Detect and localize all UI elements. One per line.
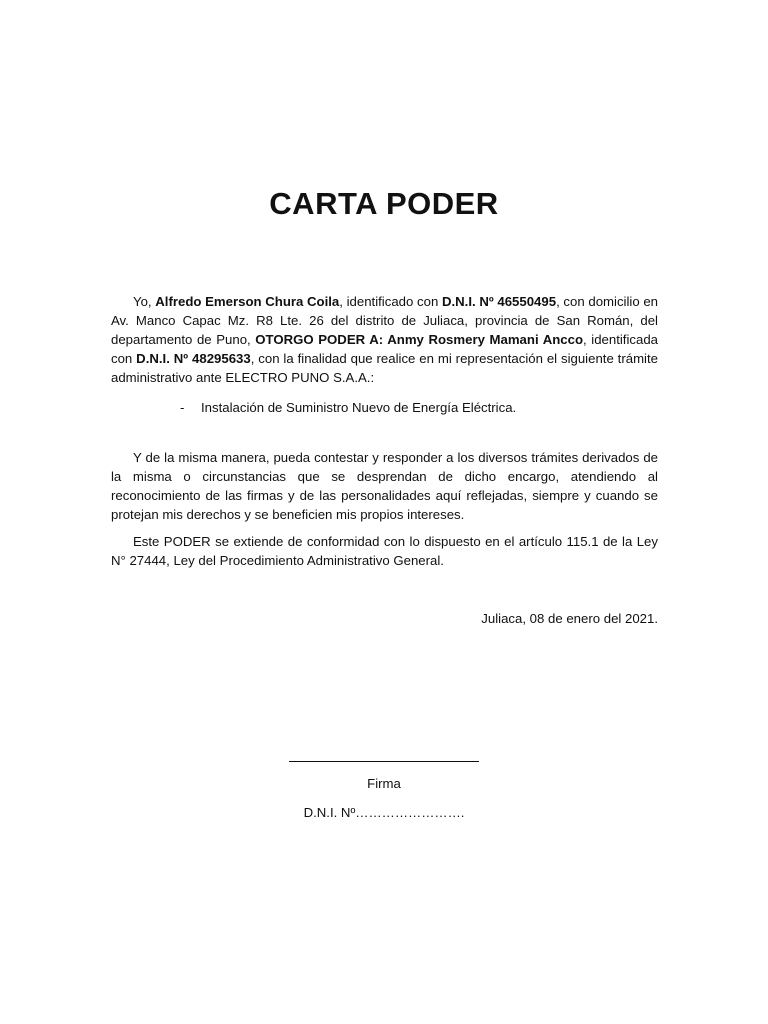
p1-purpose: , con la finalidad que realice en mi representación el siguiente trámite administrativo ante ELECTRO PUNO S.A.A.: — [111, 351, 658, 385]
document-title: CARTA PODER — [269, 186, 499, 221]
grantee-dni: D.N.I. Nº 48295633 — [136, 351, 251, 366]
paragraph-grant — [111, 292, 658, 387]
signature-line — [289, 761, 479, 762]
document-date: Juliaca, 08 de enero del 2021. — [481, 611, 658, 626]
p1-intro: Yo, — [133, 294, 156, 309]
signature-label: Firma — [367, 776, 401, 791]
bullet-dash: - — [180, 400, 185, 415]
paragraph-scope: Y de la misma manera, pueda contestar y responder a los diversos trámites derivados de la misma o circunstancias que se desprendan de dicho encargo, atendiendo al reconocimiento de las firmas y de las personalidades aquí reflejadas, siempre y cuando se protejan mis derechos y se beneficien mis propios intereses. — [111, 450, 658, 522]
grantor-dni: D.N.I. Nº 46550495 — [441, 294, 557, 309]
p1-identified-2: , identificada con — [111, 332, 658, 366]
paragraph-legal-basis: Este PODER se extiende de conformidad con lo dispuesto en el artículo 115.1 de la Ley N° 27444, Ley del Procedimiento Administrativo General. — [111, 534, 658, 568]
p1-identified: , identificado con — [339, 294, 442, 309]
p1-address: , con domicilio en Av. Manco Capac Mz. R8 Lte. 26 del distrito de Juliaca, provincia de San Román, del departamento de Puno, — [111, 294, 659, 347]
signature-dni: D.N.I. Nº……………………. — [303, 805, 465, 820]
procedure-text: Instalación de Suministro Nuevo de Energía Eléctrica. — [201, 400, 517, 415]
grantor-name: Alfredo Emerson Chura Coila — [155, 294, 340, 309]
procedure-list-item — [180, 398, 516, 417]
grantee-clause: OTORGO PODER A: Anmy Rosmery Mamani Ancco — [255, 332, 584, 347]
